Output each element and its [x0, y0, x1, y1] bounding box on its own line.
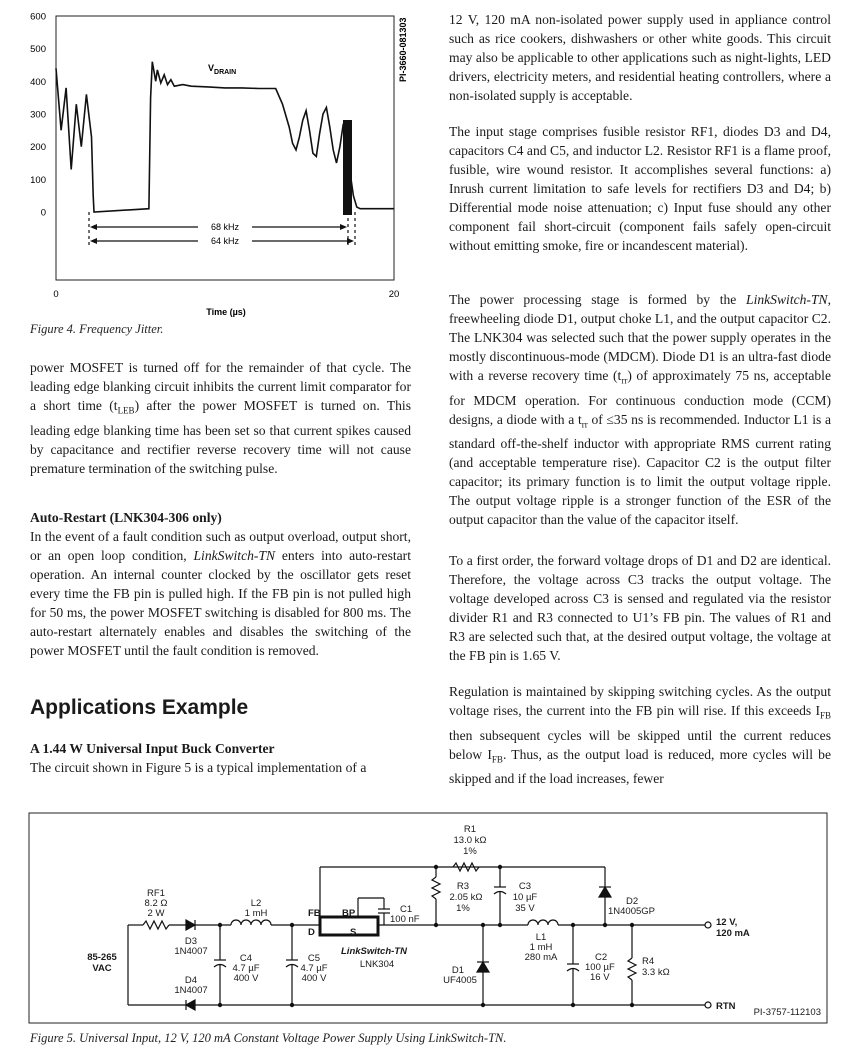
- freq-64khz-label: 64 kHz: [210, 236, 240, 246]
- y-tick-label: 100: [30, 174, 46, 186]
- l2-value: 1 mH: [244, 908, 268, 919]
- freq-68khz-label: 68 kHz: [210, 222, 240, 232]
- node: [434, 865, 438, 869]
- input-stage-section: [449, 122, 831, 255]
- node: [630, 1003, 634, 1007]
- bp-pin-label: BP: [342, 908, 356, 919]
- c5-rating: 400 V: [301, 973, 327, 984]
- figure-5-caption: Figure 5. Universal Input, 12 V, 120 mA Constant Voltage Power Supply Using LinkSwitch-TN.: [30, 1031, 507, 1045]
- d4-part: 1N4007: [174, 985, 208, 996]
- left-column: [30, 358, 411, 478]
- c4-rating: 400 V: [233, 973, 259, 984]
- rf1-rating: 2 W: [147, 908, 165, 919]
- l2-label: L2: [250, 898, 262, 909]
- power-stage-paragraph: The power processing stage is formed by the LinkSwitch-TN, freewheeling diode D1, output choke L1, and the output capacitor C2. The LNK304 was selected such that the power supply operates in the mostly discontinuous-mode (MDCM). Diode D1 is an ultra-fast diode with a reverse recovery time $(t_{rr})$ of approximately 75 ns, acceptable for MDCM operation. For continuous conduction mode (CCM) designs, a diode with a $t_{rr}$ of ≤35 ns is recommended. Inductor L1 is a standard off-the-shelf inductor with appropriate RMS current rating (and acceptable temperature rise). Capacitor C2 is the output filter capacitor; its primary function is to limit the output voltage ripple. The output voltage ripple is a stronger function of the ESR of the output capacitor than the value of the capacitor itself.: [449, 292, 832, 528]
- c2-label: C2: [595, 952, 608, 963]
- y-tick-label: 300: [30, 109, 46, 121]
- d4-label: D4: [184, 975, 198, 986]
- chip-part: LNK304: [359, 959, 395, 970]
- schematic-id: PI-3757-112103: [753, 1007, 821, 1018]
- buck-converter-heading: A 1.44 W Universal Input Buck Converter: [30, 741, 275, 756]
- node: [434, 923, 438, 927]
- input-unit: VAC: [92, 963, 112, 974]
- r3-label: R3: [456, 881, 470, 892]
- figure-4: [0, 0, 420, 340]
- l1-rating: 280 mA: [524, 952, 558, 963]
- vdrain-label: $V_{DRAIN}$: [208, 63, 237, 76]
- c4-value: 4.7 µF: [232, 963, 260, 974]
- c5-label: C5: [307, 953, 321, 964]
- r3-value: 2.05 kΩ: [449, 892, 483, 903]
- d2-part: 1N4005GP: [608, 906, 656, 917]
- leb-paragraph: power MOSFET is turned off for the remainder of that cycle. The leading edge blanking circuit inhibits the current limit comparator for a short time $(t_{LEB})$ after the power MOSFET is turned on. This leading edge blanking time has been set so that current spikes caused by capacitance and rectifier reverse recovery time will not cause premature termination of the switching pulse.: [30, 360, 411, 476]
- rf1-value: 8.2 Ω: [144, 898, 168, 909]
- c5-value: 4.7 µF: [300, 963, 328, 974]
- c3-label: C3: [518, 881, 532, 892]
- frequency-jitter-chart: [0, 0, 420, 340]
- node: [630, 923, 634, 927]
- c2-rating: 16 V: [590, 972, 610, 983]
- feedback-paragraph: To a first order, the forward voltage drops of D1 and D2 are identical. Therefore, the voltage across C3 tracks the output voltage. The voltage developed across C3 is sensed and regulated via the resistor divider R1 and R3 connected to U1’s FB pin. The values of R1 and R3 are selected such that, at the desired output voltage, the voltage at the FB pin is 1.65 V.: [449, 553, 831, 663]
- d3-label: D3: [184, 936, 198, 947]
- x-tick-label: 0: [53, 289, 59, 300]
- figure-4-caption: Figure 4. Frequency Jitter.: [30, 322, 164, 336]
- figure-5: [28, 812, 828, 1024]
- node: [481, 1003, 485, 1007]
- node: [498, 865, 502, 869]
- auto-restart-section: [30, 508, 411, 660]
- c1-value: 100 nF: [390, 914, 420, 925]
- rtn-terminal: [705, 1002, 711, 1008]
- c4-label: C4: [239, 953, 253, 964]
- r4-label: R4: [642, 956, 655, 967]
- section-title: Applications Example: [30, 696, 249, 719]
- right-column: [449, 10, 831, 105]
- d1-label: D1: [451, 965, 465, 976]
- c3-value: 10 µF: [512, 892, 538, 903]
- node: [571, 1003, 575, 1007]
- y-tick-label: 400: [30, 76, 46, 88]
- power-stage-section: [449, 290, 831, 529]
- node: [218, 923, 222, 927]
- d3-part: 1N4007: [174, 946, 208, 957]
- rtn-label: RTN: [716, 1001, 736, 1012]
- applications-subsection: [30, 739, 411, 777]
- y-tick-label: 0: [40, 207, 46, 219]
- y-tick-label: 600: [30, 11, 46, 23]
- chip-brand: LinkSwitch-TN: [341, 946, 407, 957]
- r3-tolerance: 1%: [456, 903, 470, 914]
- node: [498, 923, 502, 927]
- figure-id: PI-3660-081303: [398, 17, 408, 82]
- s-pin-label: S: [350, 927, 357, 938]
- node: [603, 923, 607, 927]
- feedback-section: [449, 551, 831, 665]
- r1-value: 13.0 kΩ: [453, 835, 487, 846]
- r4-value: 3.3 kΩ: [642, 967, 670, 978]
- node: [218, 1003, 222, 1007]
- node: [571, 923, 575, 927]
- c2-value: 100 µF: [585, 962, 615, 973]
- dense-switching-region: [343, 120, 352, 215]
- y-axis-ticks: [30, 12, 46, 219]
- x-axis-ticks: [53, 289, 399, 300]
- x-axis-label: Time (µs): [206, 307, 246, 317]
- auto-restart-heading: Auto-Restart (LNK304-306 only): [30, 510, 222, 525]
- x-tick-label: 20: [388, 289, 400, 300]
- output-terminal: [705, 922, 711, 928]
- auto-restart-paragraph: In the event of a fault condition such as output overload, output short, or an open loop condition, LinkSwitch-TN enters into auto-restart operation. An internal counter clocked by the oscillator gets reset every time the FB pin is pulled high. If the FB pin is not pulled high for 50 ms, the power MOSFET switching is disabled for 800 ms. The auto-restart alternately enables and disables the switching of the power MOSFET until the fault condition is removed.: [30, 529, 411, 658]
- application-paragraph: 12 V, 120 mA non-isolated power supply used in appliance control such as rice cookers, dishwashers or other white goods. This circuit may also be applicable to other applications such as night-lights, LED drivers, electricity meters, and residential heating controllers, where a non-isolated supply is acceptable.: [449, 12, 831, 103]
- regulation-section: [449, 682, 831, 788]
- d2-label: D2: [626, 896, 639, 907]
- c1-label: C1: [400, 904, 413, 915]
- d-pin-label: D: [308, 927, 315, 938]
- figure5-intro-paragraph: The circuit shown in Figure 5 is a typical implementation of a: [30, 760, 367, 775]
- y-tick-label: 500: [30, 44, 46, 56]
- regulation-paragraph: Regulation is maintained by skipping switching cycles. As the output voltage rises, the current into the FB pin will rise. If this exceeds $I_{FB}$ then subsequent cycles will be skipped until the current reduces below $I_{FB}$. Thus, as the output load is reduced, more cycles will be skipped and if the load increases, fewer: [449, 684, 831, 787]
- output-voltage: 12 V,: [716, 917, 738, 928]
- node: [481, 923, 485, 927]
- c3-rating: 35 V: [515, 903, 535, 914]
- node: [290, 1003, 294, 1007]
- l1-label: L1: [535, 932, 547, 943]
- output-current: 120 mA: [716, 928, 750, 939]
- l1-value: 1 mH: [529, 942, 553, 953]
- y-tick-label: 200: [30, 142, 46, 154]
- r1-tolerance: 1%: [463, 846, 477, 857]
- node: [290, 923, 294, 927]
- schematic-diagram: [28, 812, 828, 1024]
- d1-part: UF4005: [443, 975, 477, 986]
- input-voltage: 85-265: [87, 952, 117, 963]
- fb-pin-label: FB: [308, 908, 321, 919]
- input-stage-paragraph: The input stage comprises fusible resistor RF1, diodes D3 and D4, capacitors C4 and C5, and inductor L2. Resistor RF1 is a flame proof, fusible, wire wound resistor. It accomplishes several functions: a) Inrush current limitation to safe levels for rectifiers D3 and D4; b) Differential mode noise attenuation; c) Input fuse should any other component fail short-circuit (component fails safely open-circuit without emitting smoke, fire or incandescent material).: [449, 124, 831, 253]
- r1-label: R1: [463, 824, 477, 835]
- rf1-label: RF1: [147, 888, 165, 899]
